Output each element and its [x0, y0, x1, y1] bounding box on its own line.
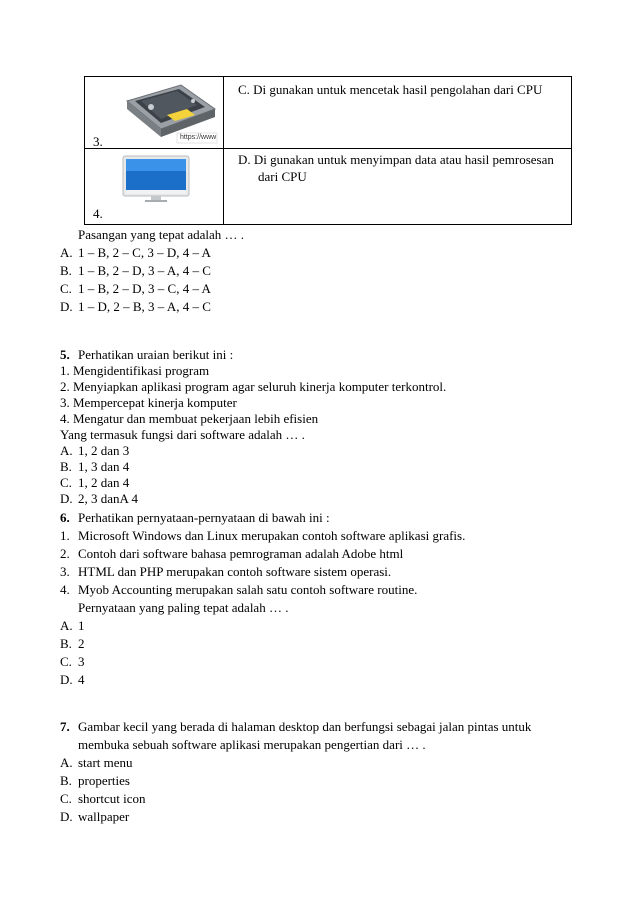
q6-prompt: Pernyataan yang paling tepat adalah … .: [78, 600, 289, 615]
q5-option-a: 1, 2 dan 3: [78, 443, 130, 458]
q6-item-3: HTML dan PHP merupakan contoh software sistem operasi.: [78, 564, 392, 579]
q5-prompt: Yang termasuk fungsi dari software adalah … .: [60, 427, 305, 442]
q4-option-d: 1 – D, 2 – B, 3 – A, 4 – C: [78, 299, 211, 314]
q6-item-2: Contoh dari software bahasa pemrograman adalah Adobe html: [78, 546, 404, 561]
q6-item-3-number: 3.: [60, 564, 70, 579]
q5-item-1: 1. Mengidentifikasi program: [60, 363, 210, 378]
q7-option-d: wallpaper: [78, 809, 130, 824]
q6-option-b: 2: [78, 636, 85, 651]
row-3-description: C. Di gunakan untuk mencetak hasil pengolahan dari CPU: [238, 82, 543, 97]
table-column-divider: [223, 77, 224, 224]
q4-option-a: 1 – B, 2 – C, 3 – D, 4 – A: [78, 245, 211, 260]
row-4-description: D. Di gunakan untuk menyimpan data atau hasil pemrosesan: [238, 152, 554, 167]
q6-option-c-letter: C.: [60, 654, 72, 669]
q7-option-b-letter: B.: [60, 773, 72, 788]
q5-option-d: 2, 3 danA 4: [78, 491, 138, 506]
q6-item-4-number: 4.: [60, 582, 70, 597]
q6-option-a: 1: [78, 618, 85, 633]
q6-option-c: 3: [78, 654, 85, 669]
q6-item-4: Myob Accounting merupakan salah satu contoh software routine.: [78, 582, 418, 597]
q5-option-b-letter: B.: [60, 459, 72, 474]
q7-option-c-letter: C.: [60, 791, 72, 806]
q7-option-d-letter: D.: [60, 809, 73, 824]
q5-option-c: 1, 2 dan 4: [78, 475, 130, 490]
q7-option-a-letter: A.: [60, 755, 73, 770]
q7-number: 7.: [60, 719, 70, 734]
q4-option-c: 1 – B, 2 – D, 3 – C, 4 – A: [78, 281, 211, 296]
q5-option-b: 1, 3 dan 4: [78, 459, 130, 474]
q5-item-3: 3. Mempercepat kinerja komputer: [60, 395, 237, 410]
q5-option-d-letter: D.: [60, 491, 73, 506]
row-3-number: 3.: [93, 134, 103, 149]
row-4-description-cont: dari CPU: [258, 169, 307, 184]
q5-option-a-letter: A.: [60, 443, 73, 458]
q7-option-c: shortcut icon: [78, 791, 146, 806]
image-url-caption: https://www: [180, 134, 217, 141]
matching-table: [84, 76, 572, 225]
q7-question-line-2: membuka sebuah software aplikasi merupakan pengertian dari … .: [78, 737, 426, 752]
table-row-divider: [85, 148, 571, 149]
q6-option-b-letter: B.: [60, 636, 72, 651]
q7-option-a: start menu: [78, 755, 133, 770]
q7-question-line-1: Gambar kecil yang berada di halaman desktop dan berfungsi sebagai jalan pintas untuk: [78, 719, 532, 734]
q5-item-2: 2. Menyiapkan aplikasi program agar seluruh kinerja komputer terkontrol.: [60, 379, 447, 394]
q6-item-2-number: 2.: [60, 546, 70, 561]
q6-option-d: 4: [78, 672, 85, 687]
q6-item-1: Microsoft Windows dan Linux merupakan contoh software aplikasi grafis.: [78, 528, 466, 543]
q5-item-4: 4. Mengatur dan membuat pekerjaan lebih efisien: [60, 411, 319, 426]
row-4-number: 4.: [93, 206, 103, 221]
q4-option-c-letter: C.: [60, 281, 72, 296]
q7-option-b: properties: [78, 773, 130, 788]
q6-item-1-number: 1.: [60, 528, 70, 543]
q4-option-b: 1 – B, 2 – D, 3 – A, 4 – C: [78, 263, 211, 278]
q6-number: 6.: [60, 510, 70, 525]
q6-title: Perhatikan pernyataan-pernyataan di bawah ini :: [78, 510, 330, 525]
q4-option-b-letter: B.: [60, 263, 72, 278]
monitor-image: [121, 155, 191, 203]
q6-option-a-letter: A.: [60, 618, 73, 633]
q4-option-a-letter: A.: [60, 245, 73, 260]
q5-title: Perhatikan uraian berikut ini :: [78, 347, 234, 362]
q4-option-d-letter: D.: [60, 299, 73, 314]
q4-prompt: Pasangan yang tepat adalah … .: [78, 227, 245, 242]
q6-option-d-letter: D.: [60, 672, 73, 687]
q5-number: 5.: [60, 347, 70, 362]
q5-option-c-letter: C.: [60, 475, 72, 490]
